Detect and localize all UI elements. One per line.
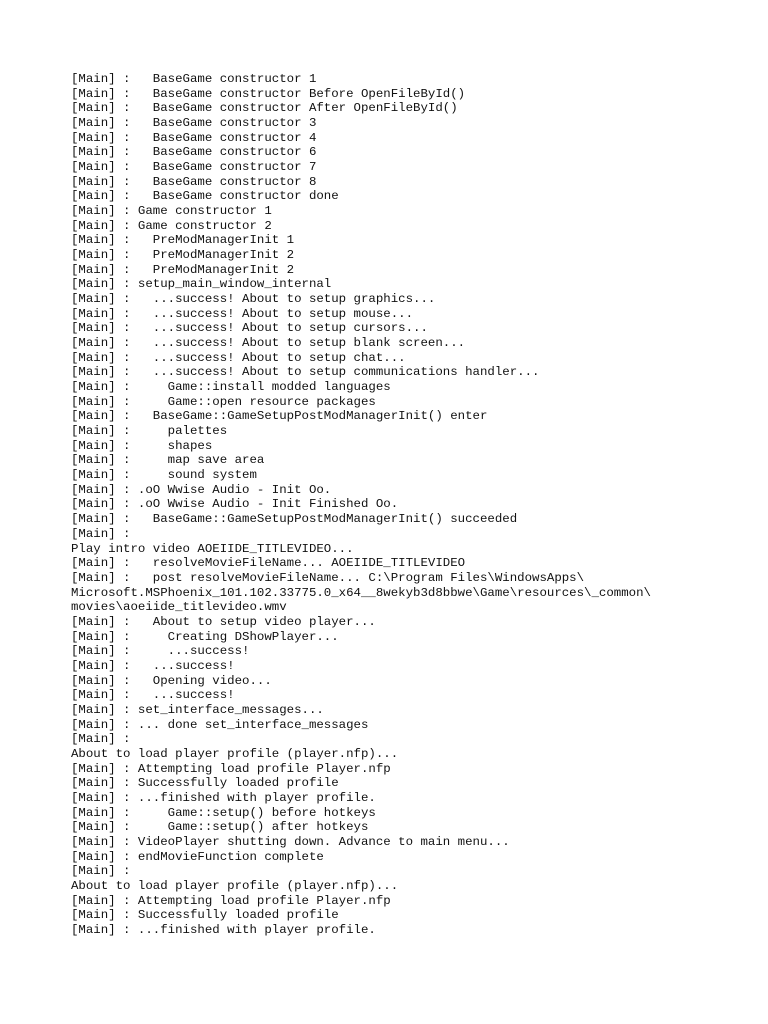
log-line: [Main] : About to setup video player... [71, 614, 376, 629]
log-line: [Main] : ...success! [71, 688, 235, 703]
log-line: [Main] : BaseGame constructor 1 [71, 72, 317, 86]
log-line: [Main] : ...success! About to setup mouse... [71, 306, 414, 321]
log-line: [Main] : map save area [71, 453, 265, 468]
log-line: [Main] : BaseGame constructor 7 [71, 160, 317, 175]
log-line: [Main] : ...success! About to setup graphics... [71, 292, 436, 307]
log-line: [Main] : Creating DShowPlayer... [71, 629, 339, 644]
log-line: [Main] : BaseGame constructor done [71, 189, 339, 204]
log-line: Play intro video AOEIIDE_TITLEVIDEO... [71, 541, 354, 556]
log-line: [Main] : .oO Wwise Audio - Init Finished Oo. [71, 497, 399, 512]
log-line: [Main] : BaseGame constructor Before OpenFileById() [71, 86, 466, 101]
log-line: [Main] : PreModManagerInit 2 [71, 248, 295, 263]
log-line: [Main] : ...finished with player profile. [71, 790, 376, 805]
log-line: [Main] : [71, 864, 131, 879]
log-line: movies\aoeiide_titlevideo.wmv [71, 600, 287, 615]
log-line: [Main] : ...success! About to setup blank screen... [71, 336, 466, 351]
log-line: [Main] : Successfully loaded profile [71, 908, 339, 923]
log-line: [Main] : shapes [71, 438, 213, 453]
log-line: [Main] : VideoPlayer shutting down. Advance to main menu... [71, 834, 510, 849]
log-line: [Main] : post resolveMovieFileName... C:\Program Files\WindowsApps\ [71, 570, 585, 585]
log-line: [Main] : Game::setup() after hotkeys [71, 820, 369, 835]
log-line: [Main] : resolveMovieFileName... AOEIIDE_TITLEVIDEO [71, 556, 466, 571]
log-line: [Main] : Game constructor 2 [71, 218, 272, 233]
log-line: [Main] : endMovieFunction complete [71, 849, 324, 864]
log-line: [Main] : BaseGame constructor 4 [71, 130, 317, 145]
log-line: [Main] : BaseGame constructor 6 [71, 145, 317, 160]
log-line: [Main] : [71, 526, 131, 541]
log-line: [Main] : ...finished with player profile. [71, 922, 376, 937]
log-line: [Main] : Attempting load profile Player.nfp [71, 893, 391, 908]
log-line: [Main] : Game::open resource packages [71, 394, 376, 409]
log-line: [Main] : BaseGame constructor After OpenFileById() [71, 101, 458, 116]
log-line: [Main] : ... done set_interface_messages [71, 717, 369, 732]
log-line: [Main] : PreModManagerInit 2 [71, 262, 295, 277]
log-line: [Main] : setup_main_window_internal [71, 277, 332, 292]
log-line: [Main] : PreModManagerInit 1 [71, 233, 295, 248]
log-line: [Main] : Successfully loaded profile [71, 776, 339, 791]
log-line: [Main] : ...success! About to setup communications handler... [71, 365, 540, 380]
log-line: [Main] : Game::install modded languages [71, 380, 391, 395]
log-output [71, 72, 651, 938]
log-line: About to load player profile (player.nfp)... [71, 878, 399, 893]
log-line: [Main] : palettes [71, 424, 228, 439]
log-line: [Main] : Game constructor 1 [71, 204, 272, 219]
log-line: [Main] : BaseGame constructor 3 [71, 116, 317, 131]
log-line: [Main] : .oO Wwise Audio - Init Oo. [71, 482, 332, 497]
log-line: [Main] : BaseGame constructor 8 [71, 174, 317, 189]
log-line: [Main] : ...success! [71, 658, 235, 673]
log-line: [Main] : BaseGame::GameSetupPostModManagerInit() succeeded [71, 512, 518, 527]
log-line: [Main] : ...success! About to setup cursors... [71, 321, 428, 336]
log-line: About to load player profile (player.nfp)... [71, 746, 399, 761]
log-line: [Main] : ...success! [71, 644, 250, 659]
log-line: [Main] : ...success! About to setup chat... [71, 350, 406, 365]
log-line: [Main] : [71, 732, 131, 747]
log-line: [Main] : sound system [71, 468, 257, 483]
log-line: [Main] : BaseGame::GameSetupPostModManagerInit() enter [71, 409, 488, 424]
log-line: [Main] : Game::setup() before hotkeys [71, 805, 376, 820]
log-line: Microsoft.MSPhoenix_101.102.33775.0_x64__8wekyb3d8bbwe\Game\resources\_common\ [71, 585, 651, 600]
log-line: [Main] : Attempting load profile Player.nfp [71, 761, 391, 776]
log-line: [Main] : set_interface_messages... [71, 702, 324, 717]
log-line: [Main] : Opening video... [71, 673, 272, 688]
